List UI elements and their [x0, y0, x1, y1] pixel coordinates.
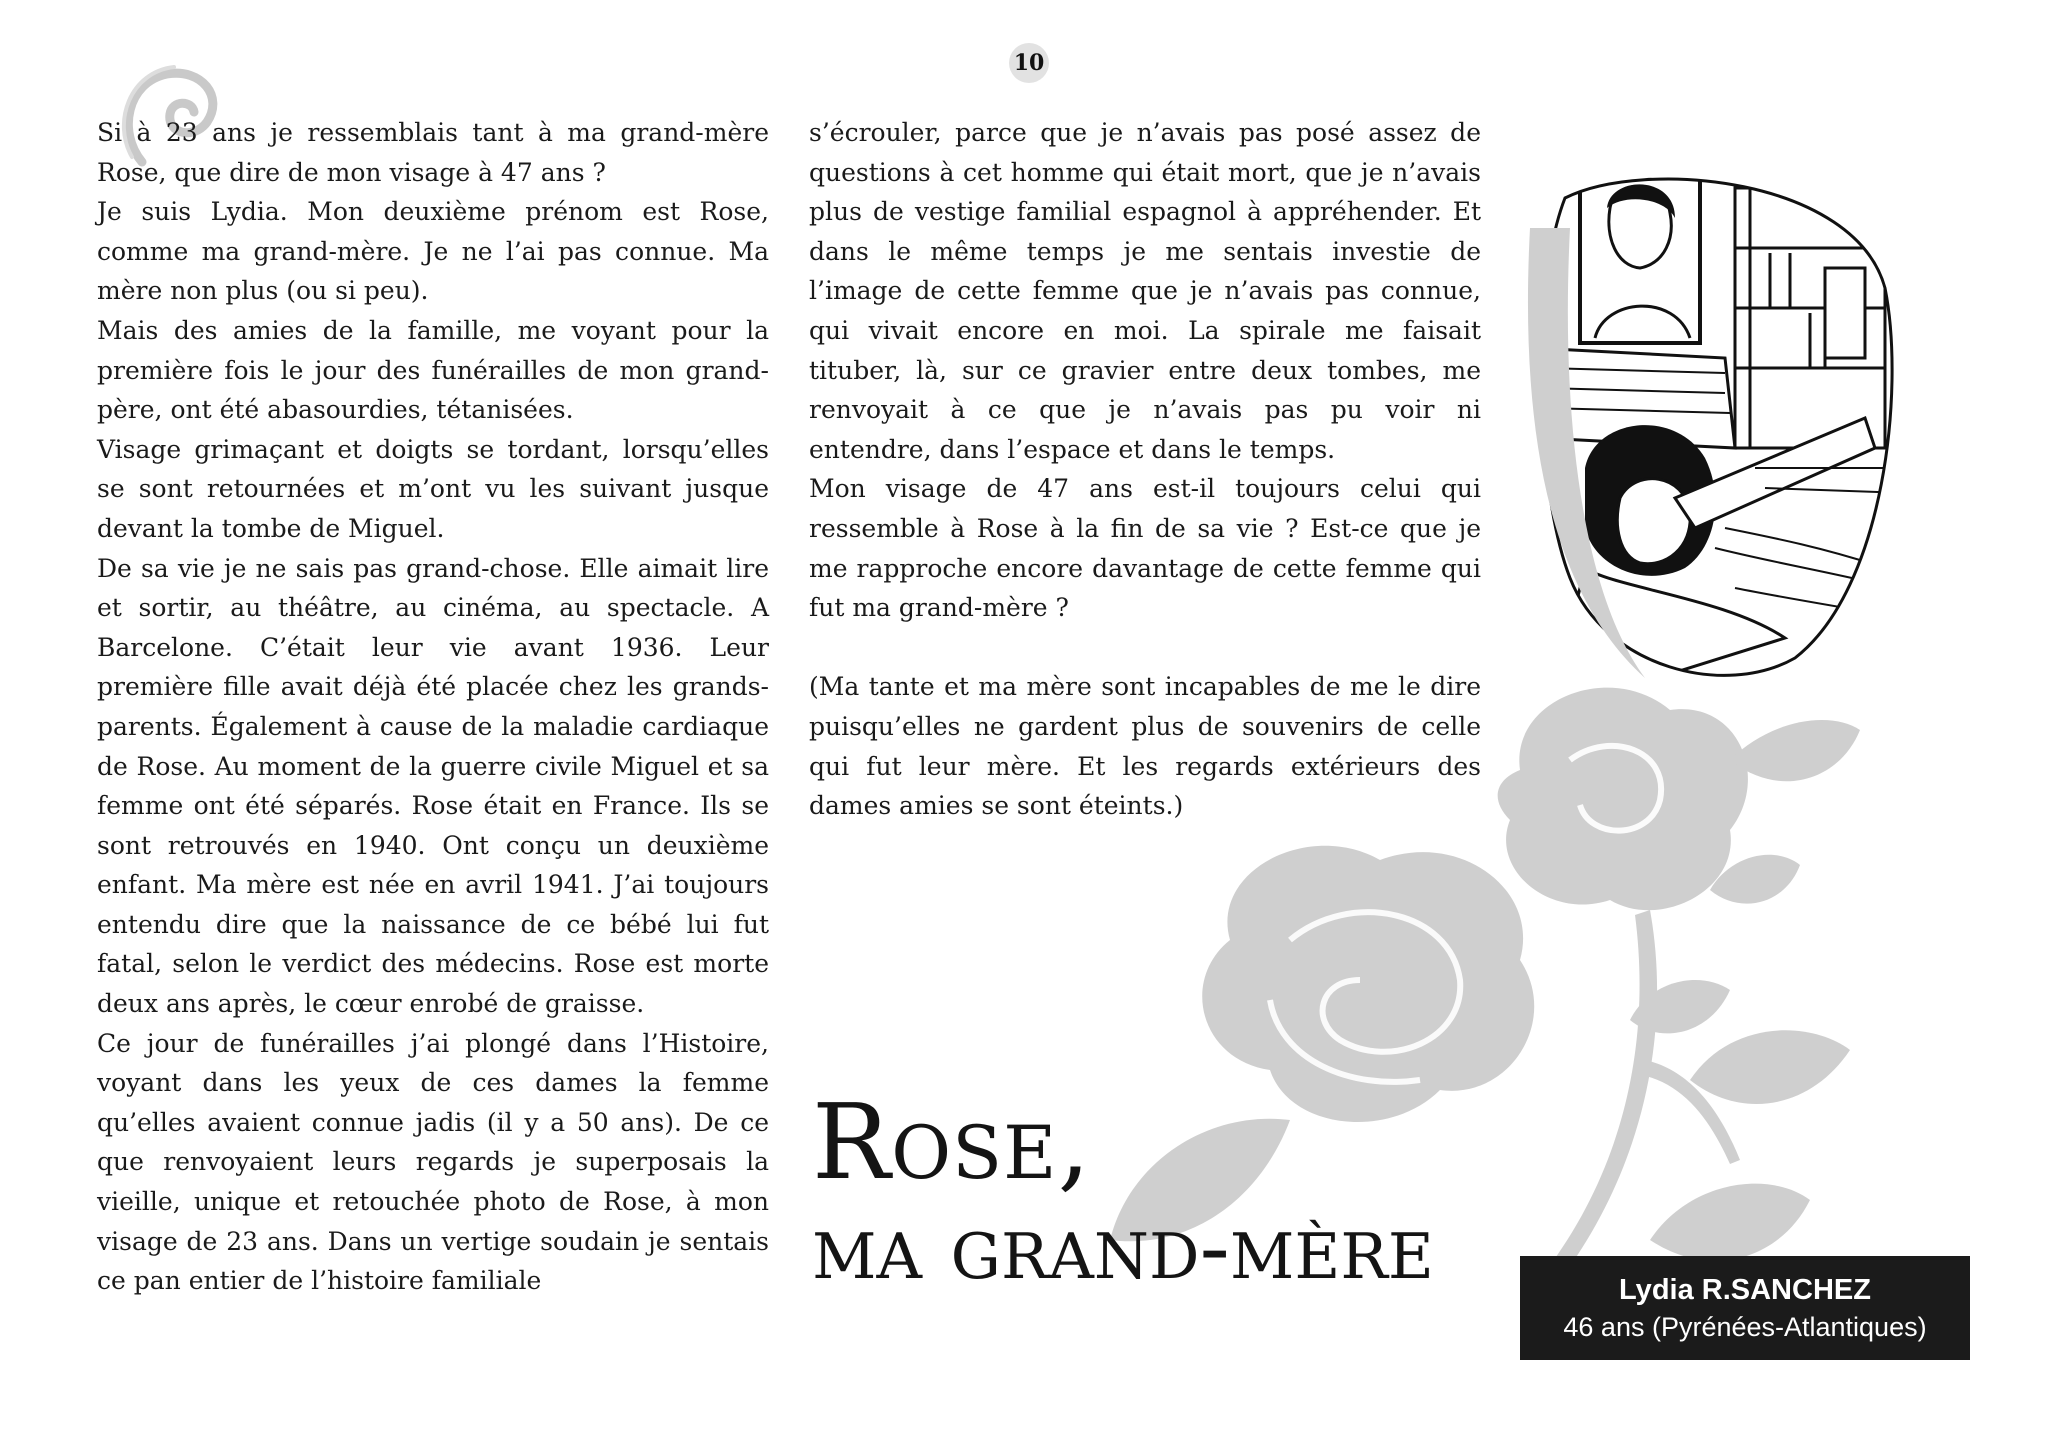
title-line-2: ma grand-mère [812, 1195, 1434, 1300]
page-number-badge: 10 [1009, 43, 1049, 83]
paragraph: Ce jour de funérailles j’ai plongé dans l’Histoire, voyant dans les yeux de ces dames la femme qu’elles avaient connue jadis (il y a 50 ans). De ce que renvoyaient leurs regards je superposais la vieille, unique et retouchée photo de Rose, à mon visage de 23 ans. Dans un vertige soudain je sentais ce pan entier de l’histoire familiale [97, 1028, 769, 1296]
paragraph: Visage grimaçant et doigts se tordant, lorsqu’elles se sont retournées et m’ont vu les suivant jusque devant la tombe de Miguel. [97, 434, 769, 543]
paragraph: De sa vie je ne sais pas grand-chose. Elle aimait lire et sortir, au théâtre, au cinéma, au spectacle. A Barcelone. C’était leur vie avant 1936. Leur première fille avait déjà été placée chez les grands-parents. Également à cause de la maladie cardiaque de Rose. Au moment de la guerre civile Miguel et sa femme ont été séparés. Rose était en France. Ils se sont retrouvés en 1940. Ont conçu un deuxième enfant. Ma mère est née en avril 1941. J’ai toujours entendu dire que la naissance de ce bébé lui fut fatal, selon le verdict des médecins. Rose est morte deux ans après, le cœur enrobé de graisse. [97, 553, 769, 1019]
paragraph: Mon visage de 47 ans est-il toujours celui qui ressemble à Rose à la fin de sa vie ? Est-ce que je me rapproche encore davantage de cette femme qui fut ma grand-mère ? [809, 474, 1481, 623]
article-title [812, 1081, 1434, 1300]
paragraph: s’écrouler, parce que je n’avais pas posé assez de questions à cet homme qui était mort, que je n’avais plus de vestige familial espagnol à appréhender. Et dans le même temps je me sentais investie de l’image de cette femme que je n’avais pas connue, qui vivait encore en moi. La spirale me faisait tituber, là, sur ce gravier entre deux tombes, me renvoyait à ce que je n’avais pas pu voir ni entendre, dans l’espace et dans le temps. [809, 118, 1481, 464]
author-name: Lydia R.SANCHEZ [1619, 1274, 1871, 1306]
author-info: 46 ans (Pyrénées-Atlantiques) [1563, 1312, 1927, 1342]
ink-illustration-image [1525, 168, 1915, 688]
paragraph: Si à 23 ans je ressemblais tant à ma grand-mère Rose, que dire de mon visage à 47 ans ? [97, 118, 769, 187]
title-line-1: Rose, [812, 1081, 1092, 1203]
paragraph: (Ma tante et ma mère sont incapables de me le dire puisqu’elles ne gardent plus de souvenirs de celle qui fut leur mère. Et les regards extérieurs des dames amies se sont éteints.) [809, 672, 1481, 821]
author-box [1520, 1256, 1970, 1360]
paragraph: Je suis Lydia. Mon deuxième prénom est Rose, comme ma grand-mère. Je ne l’ai pas connue. Ma mère non plus (ou si peu). [97, 197, 769, 306]
paragraph: Mais des amies de la famille, me voyant pour la première fois le jour des funérailles de mon grand-père, ont été abasourdies, tétanisées. [97, 315, 769, 425]
left-text-column [97, 113, 769, 1301]
